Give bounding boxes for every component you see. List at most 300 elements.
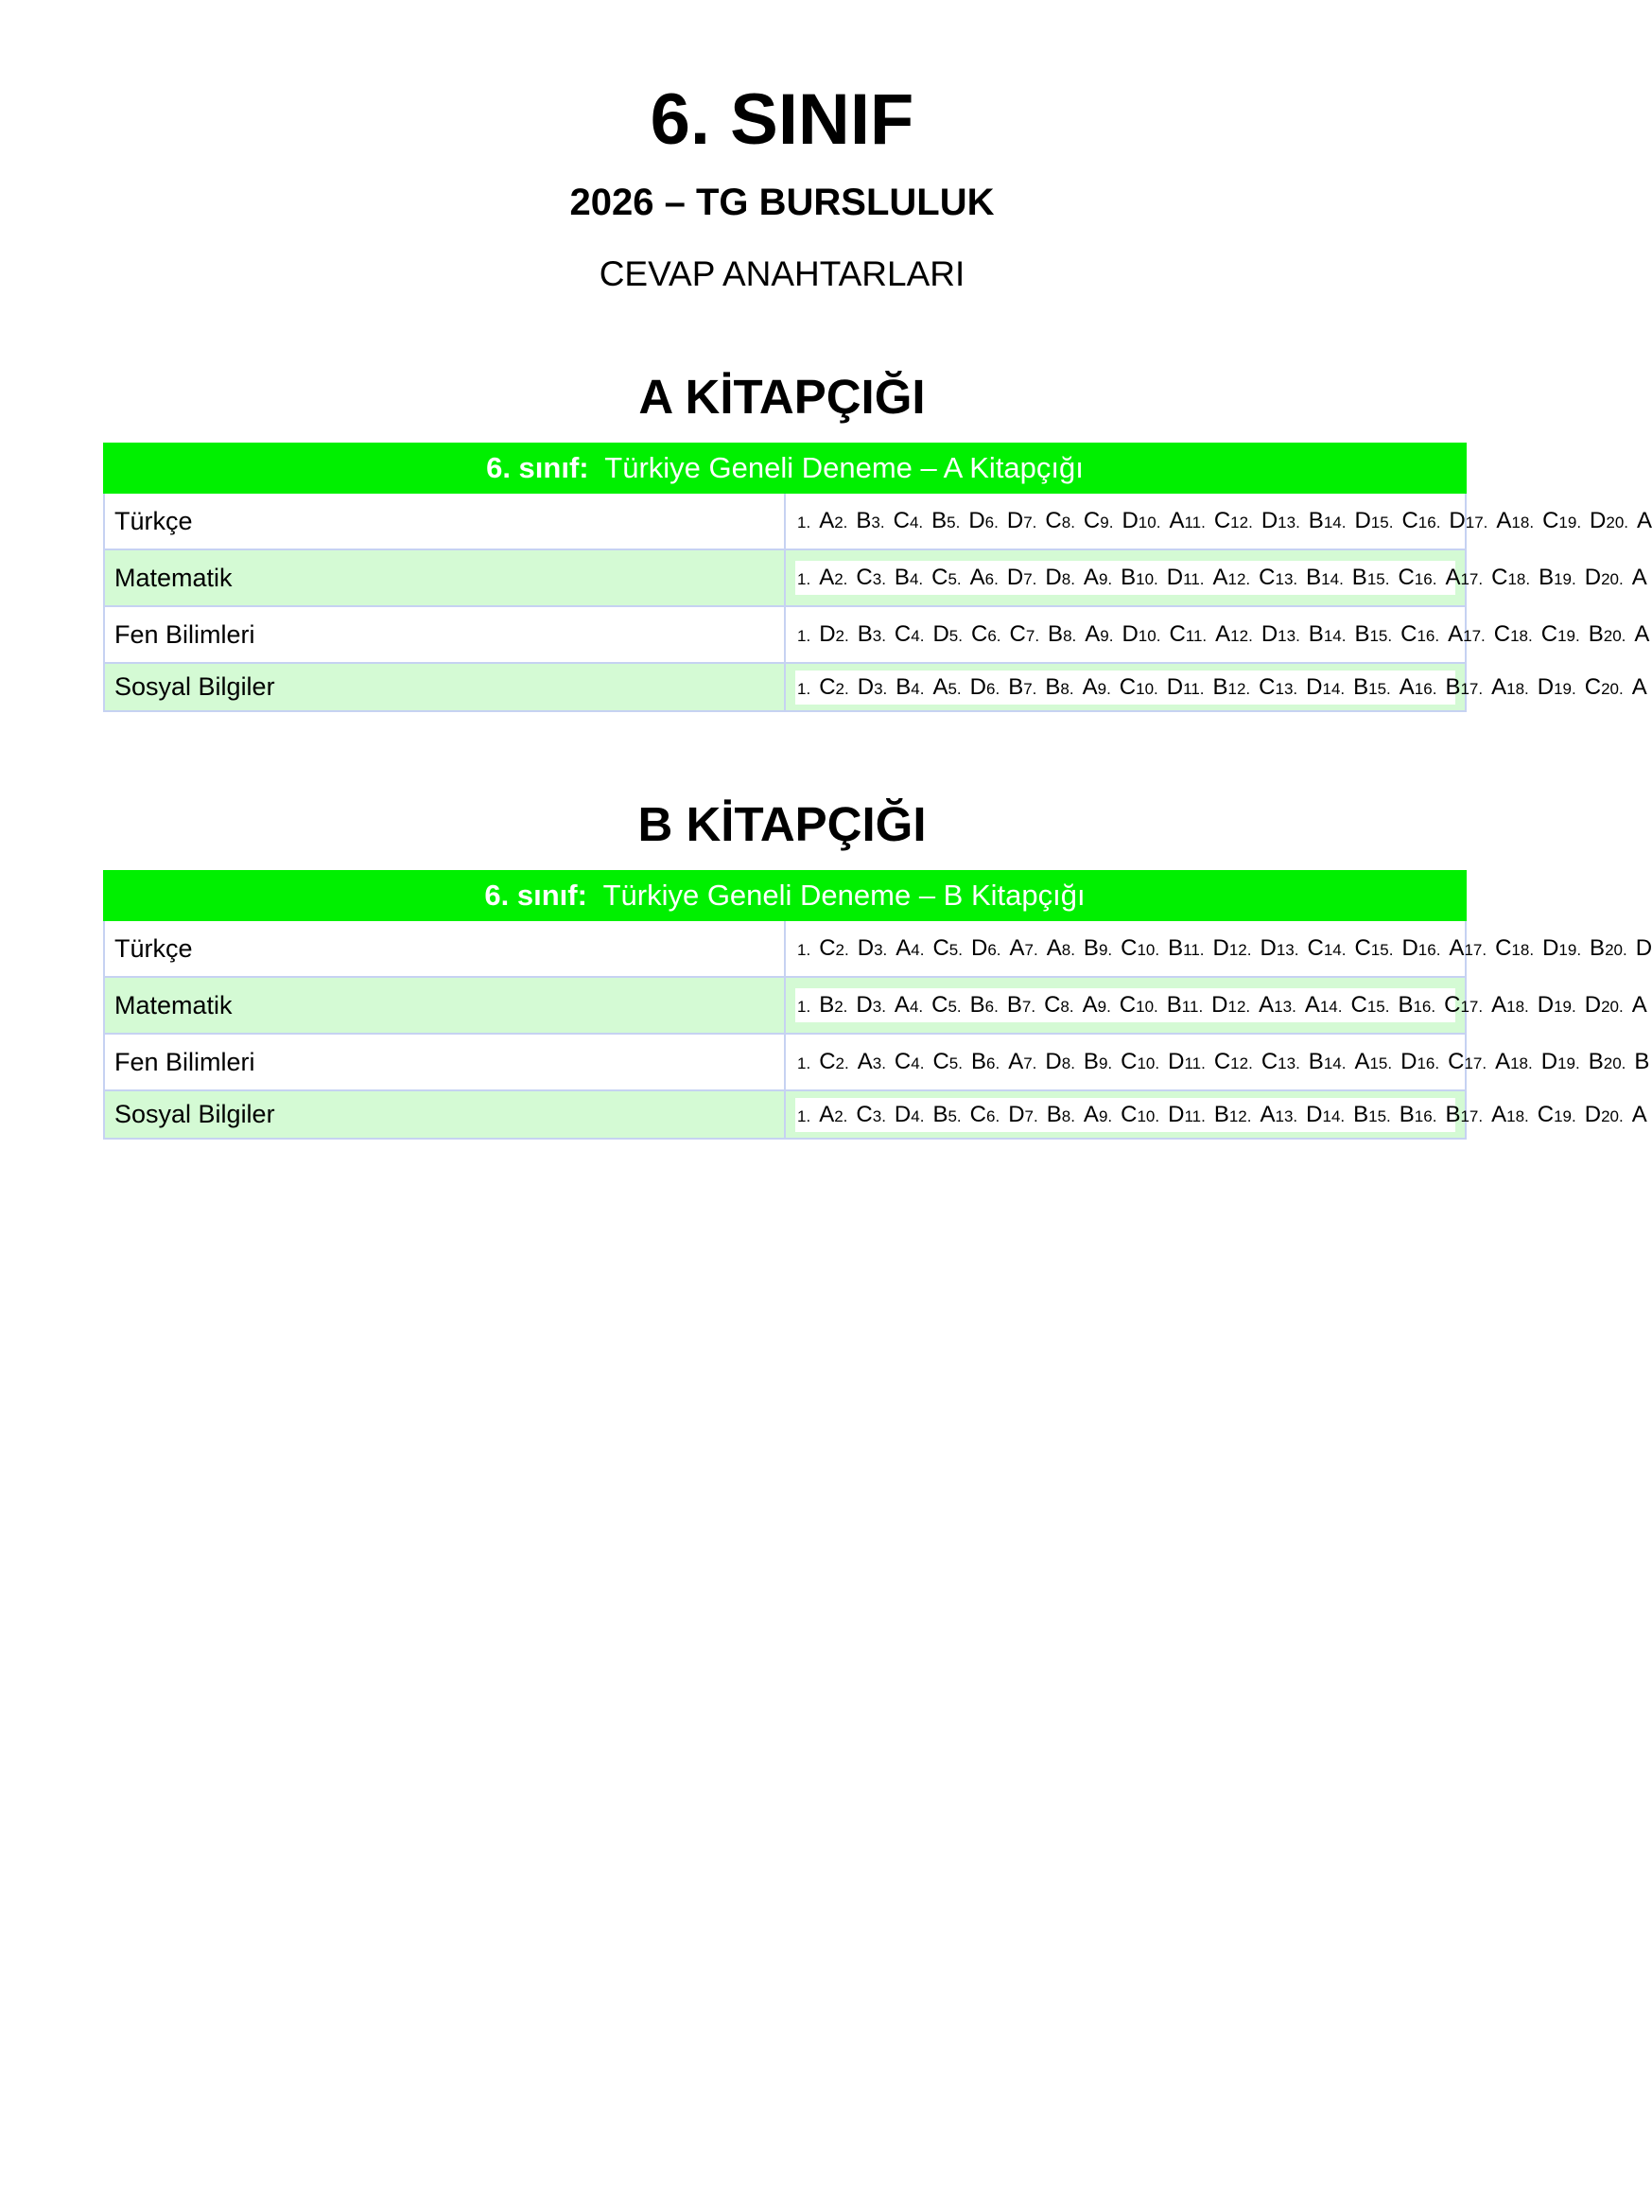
question-number: 16.: [1414, 1106, 1437, 1125]
question-number: 6.: [987, 941, 1001, 959]
answer-letter: C: [1121, 935, 1138, 961]
answer-letter: B: [819, 992, 835, 1018]
answer-letter: B: [1445, 673, 1461, 700]
answer-item: [1228, 674, 1276, 701]
question-number: 4.: [911, 941, 925, 959]
question-number: 4.: [909, 514, 924, 531]
question-number: 19.: [1554, 570, 1576, 588]
answer-cell: [785, 606, 1650, 663]
question-number: 3.: [874, 941, 888, 959]
answer-item: [1229, 935, 1277, 962]
answer-letter: B: [970, 1049, 986, 1074]
answer-item: [1371, 508, 1418, 534]
answer-letter: D: [1166, 673, 1184, 700]
answer-letter: A: [1449, 935, 1465, 961]
answer-item: [1277, 935, 1324, 962]
answer-letter: A: [1215, 621, 1231, 647]
question-number: 14.: [1322, 679, 1346, 698]
answer-letter: A: [1491, 1101, 1507, 1127]
answer-item: [834, 565, 873, 591]
question-number: 8.: [1061, 1106, 1075, 1125]
answer-letter: D: [1584, 565, 1602, 590]
answer-item: [1557, 621, 1604, 648]
subject-name: Fen Bilimleri: [104, 606, 785, 663]
answer-letter: B: [1588, 1049, 1604, 1074]
answer-letter: D: [1045, 565, 1062, 590]
answer-letter: D: [1542, 935, 1559, 961]
question-number: 10.: [1137, 1054, 1160, 1072]
answer-letter: A: [1631, 992, 1647, 1018]
question-number: 14.: [1323, 1054, 1347, 1072]
answer-item: [1136, 565, 1183, 591]
subject-row: [104, 977, 1466, 1034]
answer-letter: D: [1008, 1101, 1025, 1127]
answer-item: [1554, 565, 1601, 591]
answer-item: [1098, 992, 1137, 1019]
answer-letter: D: [1306, 673, 1323, 700]
question-number: 20.: [1606, 514, 1629, 531]
question-number: 11.: [1184, 1054, 1206, 1072]
answer-letter: A: [1304, 992, 1320, 1018]
question-number: 16.: [1417, 941, 1441, 959]
answer-letter: C: [1537, 1101, 1555, 1127]
answer-letter: B: [1048, 621, 1064, 647]
question-number: 17.: [1460, 679, 1484, 698]
answer-item: [1228, 565, 1276, 591]
question-number: 18.: [1511, 941, 1535, 959]
answer-cell: [785, 1034, 1650, 1090]
answer-item: [1182, 992, 1228, 1019]
answer-letter: A: [1008, 1049, 1024, 1074]
answer-letter: B: [1212, 673, 1228, 700]
answer-letter: B: [1398, 992, 1414, 1018]
question-number: 15.: [1370, 514, 1394, 531]
answer-letter: C: [1307, 935, 1324, 961]
answer-item: [1062, 935, 1099, 962]
question-number: 9.: [1098, 570, 1113, 588]
question-number: 8.: [1061, 570, 1075, 588]
answer-strip: [795, 561, 1647, 595]
question-number: 15.: [1369, 627, 1393, 645]
answer-item: [1320, 992, 1367, 1019]
table-header: [104, 871, 1466, 920]
question-number: 1.: [797, 514, 811, 531]
answer-item: [1460, 565, 1507, 591]
answer-item: [1463, 621, 1510, 648]
answer-letter: D: [1261, 621, 1278, 647]
page-title: 6. SINIF: [650, 79, 914, 160]
answer-item: [987, 621, 1026, 648]
question-number: 3.: [872, 570, 886, 588]
answer-letter: C: [1491, 565, 1508, 590]
answer-letter: A: [1448, 621, 1464, 647]
question-number: 2.: [835, 627, 849, 645]
answer-letter: B: [1399, 1101, 1415, 1127]
answer-letter: A: [1496, 508, 1512, 533]
answer-item: [986, 674, 1023, 701]
question-number: 20.: [1601, 1106, 1624, 1125]
answer-letter: D: [1306, 1101, 1323, 1127]
answer-cell: [785, 1090, 1647, 1139]
answer-item: [1321, 565, 1367, 591]
question-number: 12.: [1227, 679, 1251, 698]
answer-item: [948, 1102, 986, 1128]
question-number: 2.: [835, 1054, 849, 1072]
question-number: 2.: [834, 1106, 848, 1125]
answer-item: [1137, 1102, 1184, 1128]
answer-letter: C: [1119, 673, 1137, 700]
question-number: 8.: [1060, 998, 1074, 1016]
answer-cell: [785, 549, 1647, 606]
question-number: 9.: [1097, 679, 1111, 698]
question-number: 4.: [909, 570, 924, 588]
answer-letter: A: [1631, 1101, 1647, 1127]
answer-item: [1025, 1102, 1062, 1128]
question-number: 3.: [872, 1054, 886, 1072]
answer-strip: [795, 1098, 1647, 1132]
answer-letter: A: [1399, 673, 1415, 700]
subject-name: Fen Bilimleri: [104, 1034, 785, 1090]
answer-item: [949, 1049, 986, 1075]
answer-letter: D: [1212, 935, 1229, 961]
answer-item: [911, 621, 949, 648]
answer-item: [874, 674, 911, 701]
question-number: 20.: [1601, 679, 1624, 698]
answer-item: [1601, 674, 1647, 701]
question-number: 12.: [1228, 941, 1252, 959]
answer-cell: [785, 663, 1647, 711]
answer-letter: A: [1259, 992, 1275, 1018]
question-number: 14.: [1323, 514, 1347, 531]
answer-letter: A: [1631, 565, 1647, 590]
question-number: 6.: [986, 1054, 1000, 1072]
answer-item: [1023, 1049, 1062, 1075]
answer-item: [1098, 674, 1137, 701]
question-number: 2.: [835, 679, 849, 698]
question-number: 10.: [1136, 998, 1158, 1016]
question-number: 11.: [1183, 679, 1205, 698]
subject-name: Türkçe: [104, 493, 785, 549]
question-number: 5.: [948, 570, 962, 588]
answer-item: [1137, 1049, 1184, 1075]
answer-letter: B: [1306, 565, 1322, 590]
question-number: 15.: [1370, 941, 1394, 959]
answer-item: [834, 508, 871, 534]
answer-letter: B: [1308, 1049, 1324, 1074]
answer-item: [797, 992, 834, 1019]
question-number: 11.: [1184, 514, 1206, 531]
answer-letter: A: [819, 1101, 835, 1127]
answer-letter: D: [1166, 565, 1184, 590]
answer-item: [834, 1102, 873, 1128]
answer-letter: A: [1082, 992, 1098, 1018]
answer-item: [1276, 565, 1322, 591]
answer-item: [873, 1049, 912, 1075]
answer-letter: D: [1168, 1049, 1185, 1074]
question-number: 13.: [1278, 627, 1300, 645]
answer-item: [1415, 565, 1461, 591]
question-number: 10.: [1136, 570, 1158, 588]
question-number: 13.: [1275, 1106, 1298, 1125]
question-number: 17.: [1464, 1054, 1487, 1072]
question-number: 8.: [1061, 1054, 1075, 1072]
question-number: 8.: [1060, 679, 1074, 698]
question-number: 18.: [1506, 1106, 1529, 1125]
question-number: 3.: [871, 514, 885, 531]
answer-item: [1369, 1049, 1417, 1075]
subject-row: [104, 549, 1466, 606]
question-number: 8.: [1061, 941, 1075, 959]
question-number: 17.: [1460, 998, 1484, 1016]
subject-name: Türkçe: [104, 920, 785, 977]
answer-letter: C: [894, 621, 912, 647]
answer-item: [1324, 1049, 1370, 1075]
question-number: 7.: [1023, 514, 1037, 531]
answer-letter: A: [1009, 935, 1025, 961]
question-number: 5.: [948, 1054, 963, 1072]
answer-item: [986, 1049, 1023, 1075]
answer-letter: B: [1634, 1049, 1650, 1074]
answer-item: [987, 935, 1024, 962]
answer-letter: C: [931, 992, 948, 1018]
answer-item: [871, 508, 910, 534]
question-number: 18.: [1510, 1054, 1533, 1072]
question-number: 8.: [1061, 514, 1075, 531]
answer-item: [1557, 1049, 1604, 1075]
answer-letter: D: [968, 508, 985, 533]
answer-item: [1367, 565, 1415, 591]
answer-item: [1184, 1102, 1228, 1128]
question-number: 19.: [1558, 941, 1582, 959]
answer-letter: C: [819, 673, 836, 700]
page-subtitle: 2026 – TG BURSLULUK: [569, 182, 995, 223]
question-number: 15.: [1368, 679, 1391, 698]
answer-letter: A: [1631, 673, 1647, 700]
answer-letter: A: [1491, 992, 1507, 1018]
answer-item: [1418, 508, 1466, 534]
answer-item: [1460, 1102, 1506, 1128]
answer-letter: C: [819, 935, 836, 961]
answer-cell: [785, 493, 1652, 549]
question-number: 10.: [1138, 514, 1161, 531]
answer-item: [1460, 674, 1506, 701]
answer-item: [1139, 621, 1186, 648]
answer-item: [1371, 935, 1418, 962]
question-number: 4.: [909, 998, 924, 1016]
answer-letter: B: [856, 508, 872, 533]
question-number: 10.: [1136, 679, 1158, 698]
question-number: 2.: [834, 998, 848, 1016]
answer-item: [1604, 1049, 1650, 1075]
answer-letter: D: [1449, 508, 1466, 533]
answer-item: [986, 1102, 1025, 1128]
question-number: 14.: [1323, 627, 1347, 645]
answer-item: [1100, 508, 1139, 534]
answer-item: [1062, 1049, 1099, 1075]
answer-letter: C: [1045, 508, 1062, 533]
answer-letter: B: [1590, 935, 1606, 961]
answer-item: [834, 992, 873, 1019]
answer-item: [1415, 674, 1461, 701]
answer-letter: B: [1308, 508, 1324, 533]
answer-item: [910, 565, 948, 591]
answer-letter: A: [1083, 1101, 1099, 1127]
question-number: 16.: [1417, 1054, 1440, 1072]
answer-item: [1274, 992, 1320, 1019]
answer-item: [1415, 1102, 1461, 1128]
answer-item: [910, 508, 947, 534]
answer-letter: B: [857, 621, 873, 647]
answer-letter: B: [932, 1101, 948, 1127]
question-number: 4.: [911, 627, 925, 645]
answer-letter: A: [932, 673, 948, 700]
question-number: 19.: [1554, 998, 1576, 1016]
answer-letter: D: [1537, 673, 1555, 700]
answer-letter: C: [819, 1049, 836, 1074]
answer-letter: D: [856, 992, 873, 1018]
answer-letter: C: [1121, 1101, 1138, 1127]
question-number: 2.: [834, 514, 848, 531]
question-number: 20.: [1605, 941, 1627, 959]
question-number: 8.: [1063, 627, 1077, 645]
answer-letter: C: [1400, 621, 1417, 647]
answer-item: [1137, 935, 1183, 962]
answer-item: [873, 565, 910, 591]
answer-item: [1554, 992, 1601, 1019]
answer-letter: A: [819, 565, 835, 590]
page-caption: CEVAP ANAHTARLARI: [599, 254, 965, 293]
answer-item: [985, 565, 1024, 591]
answer-letter: D: [857, 673, 875, 700]
question-number: 13.: [1275, 570, 1298, 588]
answer-item: [1369, 621, 1417, 648]
answer-letter: C: [1354, 935, 1371, 961]
question-number: 18.: [1507, 570, 1531, 588]
question-number: 12.: [1227, 998, 1251, 1016]
question-number: 12.: [1227, 570, 1251, 588]
answer-letter: D: [1045, 1049, 1062, 1074]
answer-item: [1099, 1049, 1138, 1075]
question-number: 9.: [1098, 1054, 1113, 1072]
answer-letter: D: [894, 1101, 912, 1127]
answer-letter: A: [1046, 935, 1062, 961]
answer-item: [1183, 674, 1227, 701]
answer-item: [1367, 992, 1414, 1019]
answer-letter: C: [1009, 621, 1026, 647]
answer-item: [1601, 992, 1647, 1019]
subject-row: [104, 663, 1466, 711]
question-number: 2.: [835, 941, 849, 959]
answer-item: [836, 935, 875, 962]
answer-item: [836, 1049, 873, 1075]
answer-item: [1229, 1102, 1276, 1128]
answer-letter: C: [1213, 1049, 1231, 1074]
question-number: 4.: [911, 679, 925, 698]
question-number: 19.: [1557, 627, 1580, 645]
answer-letter: C: [1444, 992, 1461, 1018]
question-number: 13.: [1278, 514, 1300, 531]
answer-letter: D: [1122, 508, 1139, 533]
answer-letter: C: [1119, 992, 1137, 1018]
answer-item: [1278, 621, 1324, 648]
answer-item: [985, 508, 1024, 534]
answer-item: [948, 992, 984, 1019]
question-number: 14.: [1323, 941, 1347, 959]
question-number: 7.: [1024, 941, 1038, 959]
answer-letter: A: [1491, 673, 1507, 700]
answer-letter: A: [1169, 508, 1185, 533]
question-number: 16.: [1413, 998, 1436, 1016]
answer-letter: A: [1083, 565, 1099, 590]
answer-strip: [795, 504, 1652, 538]
answer-item: [797, 565, 834, 591]
subject-name: Sosyal Bilgiler: [104, 663, 785, 711]
question-number: 20.: [1601, 570, 1624, 588]
answer-item: [949, 935, 988, 962]
question-number: 14.: [1322, 1106, 1346, 1125]
answer-letter: D: [969, 673, 986, 700]
answer-letter: A: [1445, 565, 1461, 590]
question-number: 1.: [797, 1106, 811, 1125]
answer-strip: [795, 618, 1650, 652]
answer-item: [1324, 508, 1371, 534]
answer-item: [1099, 1102, 1138, 1128]
question-number: 5.: [948, 998, 962, 1016]
answer-item: [1183, 565, 1227, 591]
answer-item: [1417, 621, 1463, 648]
answer-item: [1558, 935, 1605, 962]
question-number: 1.: [797, 1054, 811, 1072]
answer-strip: [795, 932, 1652, 966]
answer-item: [1063, 621, 1100, 648]
answer-item: [1464, 935, 1511, 962]
answer-item: [948, 565, 984, 591]
answer-item: [1230, 1049, 1278, 1075]
answer-item: [1606, 508, 1652, 534]
answer-item: [797, 674, 836, 701]
question-number: 15.: [1366, 570, 1390, 588]
subject-row: [104, 920, 1466, 977]
answer-item: [1554, 674, 1601, 701]
question-number: 5.: [948, 627, 963, 645]
answer-item: [911, 935, 949, 962]
answer-letter: D: [1584, 1101, 1602, 1127]
answer-item: [1506, 1102, 1554, 1128]
question-number: 16.: [1417, 627, 1440, 645]
question-number: 2.: [834, 570, 848, 588]
answer-letter: A: [1085, 621, 1101, 647]
answer-letter: C: [1493, 621, 1511, 647]
answer-letter: C: [1044, 992, 1061, 1018]
question-number: 5.: [948, 941, 963, 959]
question-number: 13.: [1275, 679, 1298, 698]
answer-letter: D: [1354, 508, 1371, 533]
answer-item: [1601, 1102, 1647, 1128]
question-number: 7.: [1023, 1054, 1037, 1072]
question-number: 20.: [1601, 998, 1624, 1016]
answer-item: [797, 1102, 834, 1128]
answer-item: [1506, 674, 1554, 701]
answer-item: [1417, 1049, 1464, 1075]
question-number: 17.: [1463, 627, 1486, 645]
answer-letter: B: [1045, 673, 1061, 700]
answer-item: [1062, 508, 1101, 534]
answer-letter: D: [1400, 1049, 1417, 1074]
answer-item: [873, 992, 910, 1019]
answer-letter: D: [819, 621, 836, 647]
answer-letter: D: [857, 935, 875, 961]
answer-letter: C: [1584, 673, 1602, 700]
